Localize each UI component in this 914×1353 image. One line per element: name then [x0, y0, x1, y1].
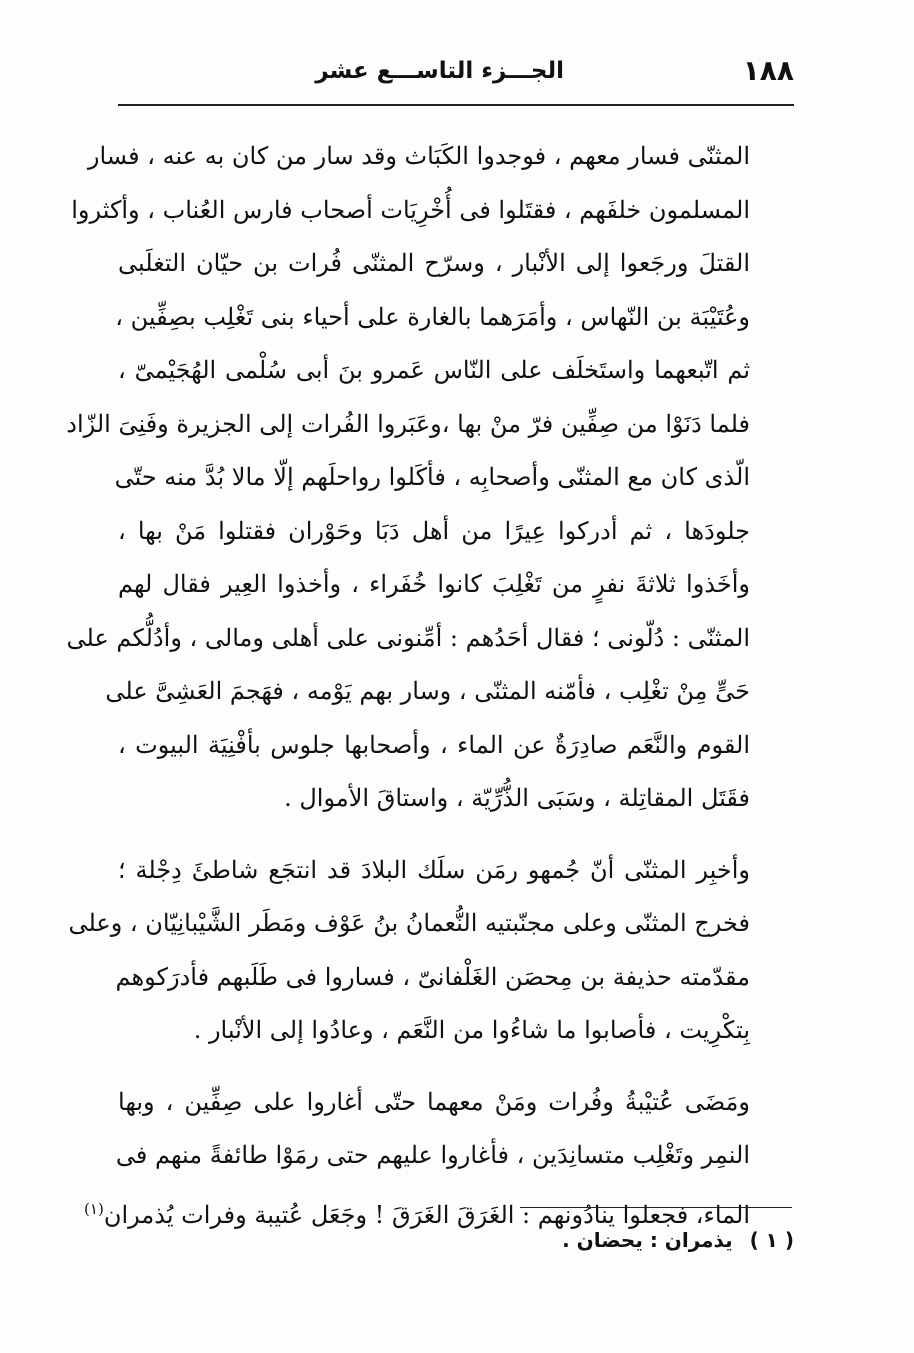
text-line: وأخَذوا ثلاثةَ نفرٍ من تَغْلِبَ كانوا خُفَراء ، وأخذوا العِير فقال لهم: [118, 570, 750, 598]
page-number: ١٨٨: [742, 54, 794, 87]
text-line: فلما دَنَوْا من صِفِّين فرّ منْ بها ،وعَبَروا الفُرات إلى الجزيرة وفَنِىَ الزّاد: [66, 409, 750, 438]
footnote-marker: (١): [84, 1199, 104, 1218]
text-line: النمِر وتَغْلِب متسانِدَين ، فأغاروا عليهم حتى رمَوْا طائفةً منهم فى: [115, 1141, 750, 1169]
paragraph-3: [84, 1076, 794, 1243]
footnote-rule: [520, 1207, 792, 1208]
footnote-text: يذمران : يحضان .: [562, 1228, 733, 1252]
text-line: القوم والنَّعَم صادِرَةٌ عن الماء ، وأصحابها جلوس بأفْنِيَة البيوت ،: [118, 730, 750, 759]
paragraph-1: [66, 130, 794, 826]
text-line: حَىٍّ مِنْ تغْلِب ، فأمّنه المثنّى ، وسار بهم يَوْمه ، فهَجمَ العَشِىَّ على: [105, 677, 750, 705]
text-line: ومَضَى عُتيْبةُ وفُرات ومَنْ معهما حتّى أغاروا على صِفِّين ، وبها: [118, 1087, 750, 1116]
footnote: [562, 1228, 794, 1252]
text-line: وعُتَيْبَة بن النّهاس ، وأمَرَهما بالغارة على أحياء بنى تَغْلِب بصِفِّين ،: [115, 302, 750, 331]
header-rule: [118, 104, 794, 106]
text-line: مقدّمته حذيفة بن مِحصَن الغَلْفانىّ ، فساروا فى طَلَبهم فأدرَكوهم: [115, 962, 750, 991]
text-line: المسلمون خلفَهم ، فقتَلوا فى أُخْرِيَات أصحاب فارس العُناب ، وأكثروا: [71, 195, 750, 224]
text-line: جلودَها ، ثم أدركوا عِيرًا من أهل دَبَا وحَوْران فقتلوا مَنْ بها ،: [118, 516, 750, 545]
body-text: [66, 130, 794, 1242]
text-line-content: الماء، فجعلوا ينادُونهم : الغَرَقَ الغَرَقَ ! وجَعَل عُتيبة وفرات يُذمران: [103, 1200, 750, 1229]
text-line: بِتكْرِيت ، فأصابوا ما شاءُوا من النَّعَم ، وعادُوا إلى الأنْبار .: [193, 1016, 750, 1044]
text-line: القتلَ ورجَعوا إلى الأنْبار ، وسرّح المثنّى فُرات بن حيّان التغلَبى: [118, 249, 750, 277]
paragraph-2: [68, 844, 794, 1058]
text-line: ثم اتّبعهما واستَخلَف على النّاس عَمرو بنَ أبى سُلْمى الهُجَيْمىّ ،: [118, 356, 750, 384]
text-line: المثنّى فسار معهم ، فوجدوا الكَبَاث وقد سار من كان به عنه ، فسار: [87, 142, 750, 170]
text-line: فقَتَل المقاتِلة ، وسَبَى الذُّرِّيّة ، واستاقَ الأموال .: [284, 784, 750, 812]
running-title: الجـــزء التاســـع عشر: [315, 58, 564, 84]
text-line: الّذى كان مع المثنّى وأصحابِه ، فأكَلوا رواحلَهم إلّا مالا بُدَّ منه حتّى: [114, 463, 750, 491]
text-line: فخرج المثنّى وعلى مجنّبتيه النُّعمانُ بنُ عَوْف ومَطَر الشَّيْبانِيّان ، وعلى: [68, 909, 750, 937]
footnote-number: ( ١ ): [749, 1228, 794, 1252]
page-header: [118, 54, 794, 102]
text-line: وأخبِر المثنّى أنّ جُمهو رمَن سلَك البلادَ قد انتجَع شاطئَ دِجْلة ؛: [118, 855, 750, 884]
text-line: المثنّى : دُلّونى ؛ فقال أحَدُهم : أمِّنونى على أهلى ومالى ، وأدُلُّكم على: [66, 623, 750, 652]
